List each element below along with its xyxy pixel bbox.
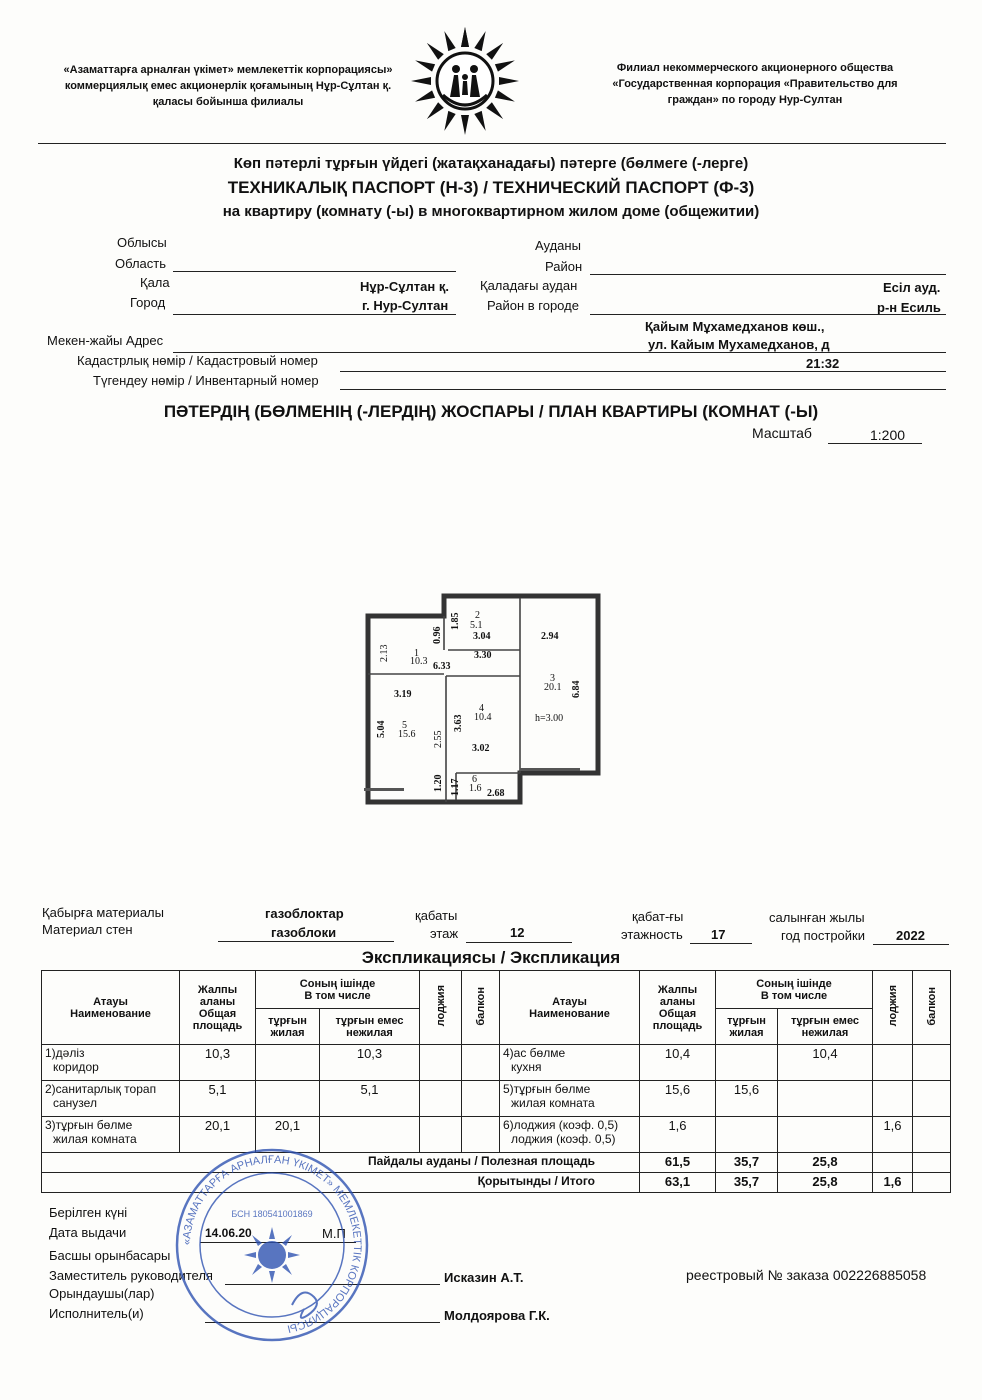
- th-living: тұрғын жилая: [256, 1009, 320, 1045]
- logo-ray: [411, 77, 431, 85]
- plan-label: 6: [472, 774, 477, 785]
- cell: 1,6: [873, 1173, 913, 1193]
- cell: 20,1: [256, 1117, 320, 1153]
- cell: [873, 1045, 913, 1081]
- room-name: 3)тұрғын бөлме жилая комната: [42, 1117, 180, 1153]
- logo-ray: [486, 40, 506, 60]
- logo-ray: [486, 102, 506, 122]
- plan-label: 3.02: [472, 743, 490, 754]
- city-district-ru-label: Район в городе: [487, 298, 579, 313]
- plan-label: 1: [414, 648, 419, 659]
- logo-ray: [495, 57, 517, 72]
- plan-label: 1.85: [450, 612, 461, 630]
- th-loggia: лоджия: [420, 971, 462, 1045]
- cell: 10,4: [640, 1045, 716, 1081]
- plan-label: 2.94: [541, 631, 559, 642]
- district-kz-value: Есіл ауд.: [883, 280, 941, 295]
- sun-family-logo-icon: [410, 25, 520, 135]
- cadastral-underline: [340, 371, 946, 372]
- executor-ru-label: Исполнитель(и): [49, 1306, 144, 1321]
- cell: [778, 1081, 873, 1117]
- street-ru-value: ул. Кайым Мухамедханов, д: [648, 337, 830, 352]
- gorod-label: Город: [130, 295, 166, 310]
- cell: 25,8: [778, 1153, 873, 1173]
- plan-label: 1.17: [450, 778, 461, 796]
- th-including: Соның ішінде В том числе: [256, 971, 420, 1009]
- issued-kz-label: Берілген күні: [49, 1205, 128, 1220]
- plan-label: 10.3: [410, 656, 428, 667]
- cell: 5,1: [320, 1081, 420, 1117]
- plan-label: 2.68: [487, 788, 505, 799]
- issued-ru-label: Дата выдачи: [49, 1225, 127, 1240]
- room-name: 6)лоджия (коэф. 0,5) лоджия (коэф. 0,5): [500, 1117, 640, 1153]
- oblast-label: Область: [115, 256, 167, 271]
- mp-label: М.П: [322, 1226, 346, 1241]
- cell: 10,3: [320, 1045, 420, 1081]
- logo-ray: [424, 102, 444, 122]
- header-divider: [38, 143, 946, 144]
- cell: 35,7: [716, 1173, 778, 1193]
- official-stamp: [172, 1145, 372, 1345]
- district-underline: [590, 314, 946, 315]
- logo-ray: [461, 115, 469, 135]
- deputy-name: Исказин А.Т.: [444, 1270, 524, 1285]
- plan-label: 5: [402, 720, 407, 731]
- registry-number: реестровый № заказа 002226885058: [686, 1267, 927, 1283]
- year-value: 2022: [896, 928, 925, 943]
- cell: [716, 1045, 778, 1081]
- city-district-kz-label: Қаладағы аудан: [480, 278, 578, 293]
- table-row: [42, 1081, 951, 1117]
- cell: 1,6: [640, 1117, 716, 1153]
- floor-ru-label: этаж: [430, 926, 459, 941]
- wall-material-ru-label: Материал стен: [42, 922, 133, 937]
- room-name: 5)тұрғын бөлме жилая комната: [500, 1081, 640, 1117]
- logo-ray: [499, 77, 519, 85]
- cell: [420, 1045, 462, 1081]
- floor-kz-label: қабаты: [415, 908, 458, 923]
- cell: [913, 1117, 951, 1153]
- plan-label: 3.63: [453, 714, 464, 732]
- plan-label: 2.13: [379, 644, 390, 662]
- cell: 10,4: [778, 1045, 873, 1081]
- issued-date-value: 14.06.20: [205, 1226, 252, 1240]
- cell: [716, 1117, 778, 1153]
- cell: 5,1: [180, 1081, 256, 1117]
- header-right-line: «Государственная корпорация «Правительство для: [612, 78, 898, 90]
- executor-kz-label: Орындаушы(лар): [49, 1286, 155, 1301]
- th-nonliving: тұрғын емес нежилая: [320, 1009, 420, 1045]
- cell: [873, 1153, 913, 1173]
- address-label: Мекен-жайы Адрес: [47, 333, 164, 348]
- plan-label: 5.1: [470, 620, 483, 631]
- room-name: 4)ас бөлме кухня: [500, 1045, 640, 1081]
- plan-label: 3.19: [394, 689, 412, 700]
- logo-ray: [414, 90, 436, 105]
- inventory-underline: [340, 389, 946, 390]
- logo-ray: [441, 111, 456, 133]
- audany-label: Ауданы: [535, 238, 581, 253]
- th-living: тұрғын жилая: [716, 1009, 778, 1045]
- plan-title: ПӘТЕРДІҢ (БӨЛМЕНІҢ (-ЛЕРДІҢ) ЖОСПАРЫ / ПЛАН КВАРТИРЫ (КОМНАТ (-Ы): [163, 402, 819, 421]
- year-kz-label: салынған жылы: [769, 910, 865, 925]
- floor-underline: [466, 942, 572, 943]
- header-left-line: коммерциялық емес акционерлік қоғамының Нұр-Сұлтан қ.: [64, 80, 392, 92]
- logo-ray: [414, 57, 436, 72]
- cell: 61,5: [640, 1153, 716, 1173]
- scale-underline: [828, 443, 922, 444]
- cell: 25,8: [778, 1173, 873, 1193]
- logo-ray: [424, 40, 444, 60]
- room-name: 2)санитарлық торап санузел: [42, 1081, 180, 1117]
- plan-label: 1.20: [433, 774, 444, 792]
- cell: [256, 1045, 320, 1081]
- cell: [462, 1081, 500, 1117]
- total-label: Қорытынды / Итого: [42, 1173, 640, 1193]
- plan-label: 6.84: [571, 680, 582, 698]
- plan-label: 2: [475, 610, 480, 621]
- title-line-3: на квартиру (комнату (-ы) в многоквартирном жилом доме (общежитии): [222, 203, 760, 220]
- plan-label: 20.1: [544, 682, 562, 693]
- th-total: Жалпы аланы Общая площадь: [180, 971, 256, 1045]
- logo-ray: [474, 111, 489, 133]
- cadastral-label: Кадастрлық нөмір / Кадастровый номер: [77, 353, 318, 368]
- header-left-line: қаласы бойынша филиалы: [152, 96, 304, 108]
- plan-label: 15.6: [398, 729, 416, 740]
- cell: 10,3: [180, 1045, 256, 1081]
- plan-label: 1.6: [469, 783, 482, 794]
- floor-value: 12: [510, 925, 525, 940]
- cell: [256, 1081, 320, 1117]
- th-nonliving: тұрғын емес нежилая: [778, 1009, 873, 1045]
- deputy-ru-label: Заместитель руководителя: [49, 1268, 213, 1283]
- cell: [462, 1117, 500, 1153]
- header-left-line: «Азаматтарға арналған үкімет» мемлекеттік корпорациясы»: [63, 64, 393, 76]
- storeys-ru-label: этажность: [621, 927, 683, 942]
- floor-plan: [360, 592, 610, 807]
- raion-underline: [590, 274, 946, 275]
- storeys-value: 17: [711, 927, 726, 942]
- useful-area-label: Пайдалы ауданы / Полезная площадь: [42, 1153, 640, 1173]
- district-ru-value: р-н Есиль: [877, 300, 941, 315]
- header-right-org: [570, 60, 940, 108]
- deputy-kz-label: Басшы орынбасары: [49, 1248, 171, 1263]
- plan-label: 10.4: [474, 712, 492, 723]
- wall-material-underline: [218, 941, 394, 942]
- header-left-org: [38, 62, 418, 110]
- storeys-underline: [690, 943, 752, 944]
- th-balcony: балкон: [462, 971, 500, 1045]
- storeys-kz-label: қабат-ғы: [632, 909, 684, 924]
- cell: [420, 1081, 462, 1117]
- stamp-bin: БСН 180541001869: [231, 1209, 313, 1219]
- title-line-2: ТЕХНИКАЛЫҚ ПАСПОРТ (Н-3) / ТЕХНИЧЕСКИЙ ПАСПОРТ (Ф-3): [227, 178, 755, 197]
- cadastral-value: 21:32: [806, 356, 840, 371]
- city-kz-value: Нұр-Сұлтан қ.: [360, 279, 449, 294]
- cell: [913, 1081, 951, 1117]
- cell: 15,6: [640, 1081, 716, 1117]
- explication-title: Экспликациясы / Экспликация: [361, 948, 621, 967]
- title-line-1: Көп пәтерлі тұрғын үйдегі (жатақханадағы) пәтерге (бөлмеге (-лерге): [233, 155, 749, 172]
- wall-material-kz-value: газоблоктар: [265, 906, 344, 921]
- table-row: [42, 1045, 951, 1081]
- cell: [778, 1117, 873, 1153]
- oblast-underline: [173, 271, 456, 272]
- cell: 15,6: [716, 1081, 778, 1117]
- room-name: 1)дәліз коридор: [42, 1045, 180, 1081]
- year-underline: [873, 944, 949, 945]
- cell: [420, 1117, 462, 1153]
- plan-label: 3.04: [473, 631, 491, 642]
- plan-label: h=3.00: [535, 713, 564, 724]
- th-name: Атауы Наименование: [42, 971, 180, 1045]
- plan-label: 4: [479, 703, 484, 714]
- logo-ray: [495, 90, 517, 105]
- plan-label: 3.30: [474, 650, 492, 661]
- street-kz-value: Қайым Мұхамедханов көш.,: [645, 319, 825, 334]
- logo-ray: [461, 27, 469, 47]
- th-balcony: балкон: [913, 971, 951, 1045]
- cell: [913, 1153, 951, 1173]
- city-underline: [173, 314, 456, 315]
- kala-label: Қала: [140, 275, 170, 290]
- executor-name: Молдоярова Г.К.: [444, 1308, 550, 1323]
- th-including: Соның ішінде В том числе: [716, 971, 873, 1009]
- inventory-label: Түгендеу нөмір / Инвентарный номер: [93, 373, 319, 388]
- th-name: Атауы Наименование: [500, 971, 640, 1045]
- city-ru-value: г. Нур-Султан: [362, 298, 449, 313]
- wall-material-ru-value: газоблоки: [271, 925, 337, 940]
- cell: [913, 1045, 951, 1081]
- cell: 20,1: [180, 1117, 256, 1153]
- cell: [462, 1045, 500, 1081]
- stamp-text: «АЗАМАТТАРҒА АРНАЛҒАН ҮКІМЕТ» МЕМЛЕКЕТТІК КОРПОРАЦИЯСЫ: [180, 1153, 364, 1335]
- wall-material-kz-label: Қабырға материалы: [42, 905, 164, 920]
- header-right-line: Филиал некоммерческого акционерного общества: [616, 62, 894, 74]
- raion-label: Район: [545, 259, 583, 274]
- cell: 63,1: [640, 1173, 716, 1193]
- header-right-line: граждан» по городу Нур-Султан: [667, 94, 843, 106]
- th-total: Жалпы аланы Общая площадь: [640, 971, 716, 1045]
- plan-label: 5.04: [376, 720, 387, 738]
- logo-ray: [474, 30, 489, 52]
- plan-label: 6.33: [433, 661, 451, 672]
- cell: 1,6: [873, 1117, 913, 1153]
- plan-label: 3: [550, 673, 555, 684]
- logo-ray: [441, 30, 456, 52]
- scale-value: 1:200: [870, 427, 906, 443]
- oblys-label: Облысы: [117, 235, 167, 250]
- cell: [913, 1173, 951, 1193]
- year-ru-label: год постройки: [781, 928, 865, 943]
- cell: [873, 1081, 913, 1117]
- plan-label: 2.55: [433, 730, 444, 748]
- plan-label: 0.96: [432, 626, 443, 644]
- scale-label: Масштаб: [752, 425, 812, 441]
- cell: 35,7: [716, 1153, 778, 1173]
- th-loggia: лоджия: [873, 971, 913, 1045]
